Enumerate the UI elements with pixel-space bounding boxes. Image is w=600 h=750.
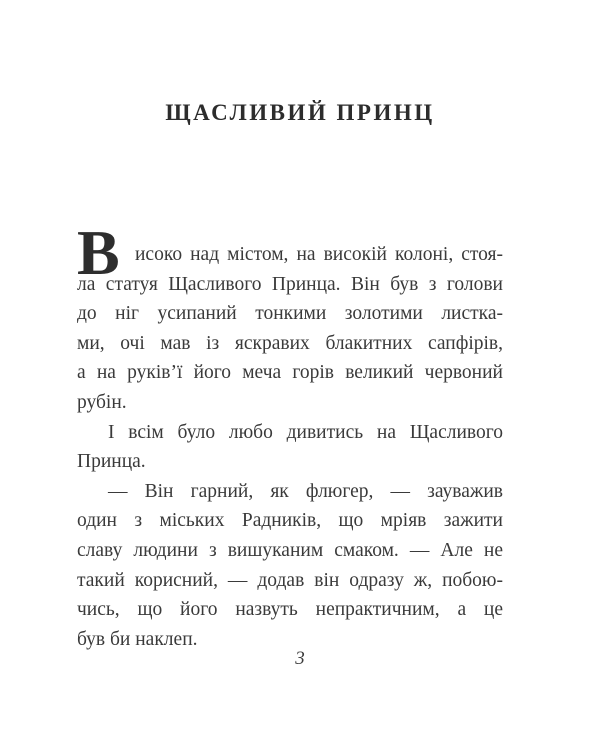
text-line: чись, що його назвуть непрактичним, а це: [77, 599, 503, 621]
text-line: ла статуя Щасливого Принца. Він був з голови: [77, 273, 503, 295]
text-line: до ніг усипаний тонкими золотими листка-: [77, 303, 503, 325]
text-line: рубін.: [77, 391, 127, 413]
text-line: — Він гарний, як флюгер, — зауважив: [108, 480, 503, 502]
chapter-body: [77, 217, 503, 654]
page-number: 3: [295, 648, 305, 669]
text-line: був би наклеп.: [77, 628, 198, 650]
text-line: Принца.: [77, 451, 146, 473]
text-line: В исоко над містом, на високій колоні, стоя-: [77, 217, 503, 288]
text-line: ми, очі мав із яскравих блакитних сапфірів,: [77, 332, 503, 354]
chapter-title: ЩАСЛИВИЙ ПРИНЦ: [165, 100, 435, 125]
text-line: а на руків’ї його меча горів великий червоний: [77, 362, 503, 384]
text-line: такий корисний, — додав він одразу ж, побою-: [77, 569, 503, 591]
text-line: один з міських Радників, що мріяв зажити: [77, 510, 503, 532]
drop-cap: В: [77, 217, 120, 288]
text-line: І всім було любо дивитись на Щасливого: [108, 421, 503, 443]
text-line: славу людини з вишуканим смаком. — Але не: [77, 539, 503, 561]
